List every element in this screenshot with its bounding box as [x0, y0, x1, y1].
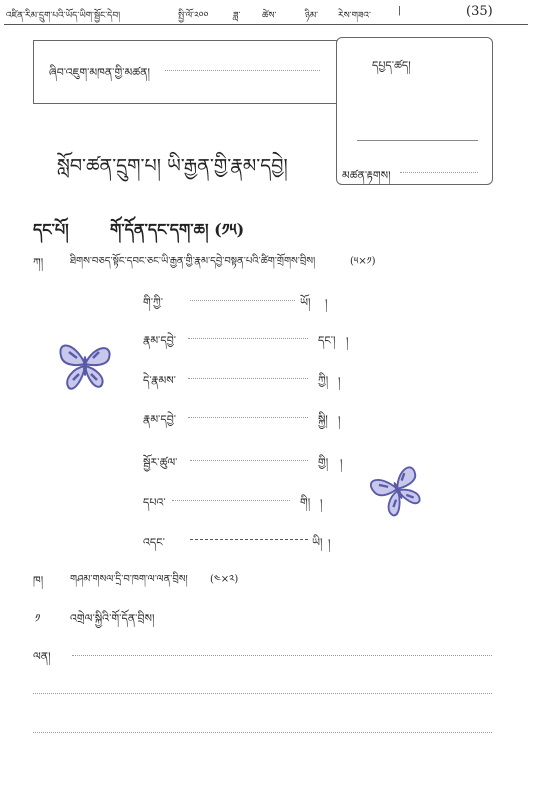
signature-dotted-line[interactable] — [400, 172, 478, 173]
item-bar: ། — [328, 537, 331, 550]
question-kha-points: (༤×༢) — [210, 574, 239, 585]
score-label: དཔྱད་ཚད། — [372, 59, 411, 72]
item-dashed-line[interactable] — [190, 539, 308, 540]
header-separator: | — [398, 6, 402, 16]
item-bar: ། — [320, 497, 323, 510]
question-ka-text: ཐིགས་བཅད་སྟོང་དབང་ཅང་ཡི་རྒྱན་གྱི་རྣམ་དབྱེ་བསྟན་པའི་ཚིག་གྲོགས་བྲིས། — [70, 256, 316, 267]
question-kha-text: གཤམ་གསལ་དྲི་བ་ཁག་ལ་ལན་བྲིས། — [70, 574, 188, 585]
header-weekday: ཉིམ་ — [305, 11, 319, 21]
butterfly-icon — [55, 338, 115, 393]
signature-label: མཚན་རྟགས། — [342, 169, 391, 182]
answer-label: ལན། — [33, 650, 51, 663]
item-bar: ། — [338, 375, 341, 388]
item-bar: ། — [340, 457, 343, 470]
butterfly-icon — [370, 462, 426, 518]
item-dotted-line[interactable] — [190, 300, 295, 301]
item-bar: ། — [338, 414, 341, 427]
item-answer: ཡོ། — [300, 296, 311, 309]
answer-dotted-line[interactable] — [33, 732, 492, 733]
item-answer: ཡི། — [312, 536, 323, 549]
item-word: འདང་ — [143, 536, 165, 549]
header-year: སྤྱི་ལོ་༢༠༠ — [178, 11, 209, 21]
name-dotted-line[interactable] — [165, 70, 320, 71]
item-word: རྣམ་དབྱེ་ — [143, 413, 177, 426]
item-answer: སྐྱི། — [318, 413, 328, 426]
name-label: ཞིབ་འཇུག་མཁན་གྱི་མཚན། — [49, 66, 150, 79]
item-word: གི་ཀྱི་ — [143, 296, 164, 309]
item-word: སྦྱོར་ཚུལ་ — [143, 456, 178, 469]
item-dotted-line[interactable] — [188, 417, 308, 418]
item-dotted-line[interactable] — [188, 338, 308, 339]
section-heading: དང་པོ། — [33, 220, 69, 239]
item-word: དེ་རྣམས་ — [143, 374, 176, 387]
sub-question-marker: ༡ — [35, 612, 41, 625]
item-answer: དང་། — [318, 334, 336, 347]
section-heading-rest: གོ་དོན་དང་དག་ཆ། (༡༥) — [110, 220, 245, 239]
item-answer: ཀྱི། — [318, 374, 329, 387]
header-day: ཚེས་ — [262, 11, 277, 21]
question-kha-marker: ཁ། — [33, 574, 44, 587]
item-bar: ། — [325, 297, 328, 310]
page-number: (35) — [466, 4, 493, 19]
header-rule — [4, 24, 528, 25]
question-ka-marker: ཀ། — [33, 256, 44, 269]
question-ka-points: (༥×༡) — [350, 256, 376, 267]
header-planet: རེས་གཟའ་ — [338, 11, 371, 21]
answer-dotted-line[interactable] — [72, 655, 492, 656]
item-dotted-line[interactable] — [190, 460, 308, 461]
lesson-title: སློབ་ཚན་དྲུག་པ། ཡི་རྒྱན་གྱི་རྣམ་དབྱེ། — [57, 155, 288, 177]
item-word: དཔའ་ — [143, 496, 166, 509]
item-dotted-line[interactable] — [188, 378, 308, 379]
item-answer: གྱི། — [318, 456, 329, 469]
item-dotted-line[interactable] — [172, 500, 290, 501]
item-bar: ། — [346, 335, 349, 348]
header-month: ཟླ་ — [233, 11, 241, 21]
item-word: རྣམ་དབྱེ་ — [143, 334, 177, 347]
sub-question-text: འགྲེལ་སྐྱིའི་གོ་དོན་བྲིས། — [70, 612, 155, 625]
header-book-title: འཛིན་རིམ་དྲུག་པའི་ཡོད་ཡིག་སྦྱོང་དེབ། — [6, 11, 121, 21]
answer-dotted-line[interactable] — [33, 693, 492, 694]
score-line — [357, 140, 478, 141]
item-answer: གི། — [300, 496, 311, 509]
